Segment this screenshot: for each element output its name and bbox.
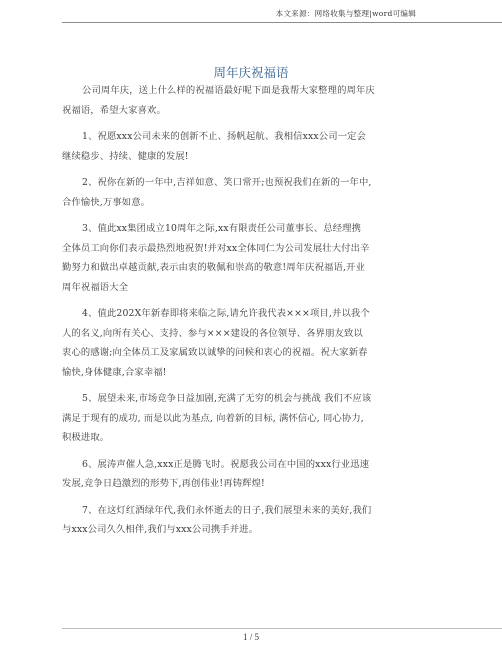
paragraph-line: 合作愉快,万事如意。 — [62, 196, 151, 208]
paragraph-line: 1、祝愿xxx公司未来的创新不止、扬帆起航、我相信xxx公司一定会 — [82, 131, 367, 142]
header-divider — [62, 22, 502, 23]
paragraph-line: 衷心的感谢;向全体员工及家属致以诚挚的问候和衷心的祝福。祝大家新春 — [62, 347, 368, 358]
paragraph-line: 7、在这灯红酒绿年代,我们永怀逝去的日子,我们展望未来的美好,我们 — [82, 504, 372, 516]
paragraph-line: 积极进取。 — [62, 432, 110, 443]
paragraph-line: 与xxx公司久久相伴,我们与xxx公司携手并进。 — [62, 524, 259, 535]
paragraph-line: 4、值此202X年新春即将来临之际,请允许我代表×××项目,并以我个 — [82, 308, 370, 319]
document-title: 周年庆祝福语 — [213, 65, 289, 80]
paragraph — [62, 389, 442, 448]
paragraph-line: 周年祝福语大全 — [62, 281, 129, 293]
paragraph — [62, 127, 442, 166]
paragraph-line: 满足于现有的成功, 而是以此为基点, 向着新的目标, 满怀信心, 同心协力, — [62, 412, 364, 424]
paragraph — [62, 304, 442, 382]
paragraph-line: 祝福语，希望大家喜欢。 — [62, 104, 166, 116]
paragraph-line: 发展,竞争日趋激烈的形势下,再创伟业!再铸辉煌! — [62, 478, 265, 489]
paragraph — [62, 219, 442, 297]
document-body — [62, 81, 442, 547]
header-source-note: 本文来源：网络收集与整理|word可编辑 — [275, 9, 416, 18]
paragraph — [62, 173, 442, 212]
paragraph-line: 愉快,身体健康,合家幸福! — [62, 366, 167, 378]
paragraph-line: 3、值此xx集团成立10周年之际,xx有限责任公司董事长、总经理携 — [82, 223, 362, 234]
paragraph-line: 全体员工向你们表示最热烈地祝贺!并对xx全体同仁为公司发展壮大付出辛 — [62, 242, 370, 254]
paragraph-line: 公司周年庆，送上什么样的祝福语最好呢下面是我帮大家整理的周年庆 — [82, 85, 375, 96]
paragraph-line: 6、展涛声催人急,xxx正是腾飞时。祝愿我公司在中国的xxx行业迅速 — [82, 458, 370, 470]
paragraph — [62, 81, 442, 120]
paragraph — [62, 455, 442, 494]
paragraph-line: 继续稳步、持续、健康的发展! — [62, 150, 189, 162]
paragraph-line: 5、展望未来,市场竞争日益加剧,充满了无穷的机会与挑战 我们不应该 — [82, 393, 372, 404]
paragraph-line: 勤努力和做出卓越贡献,表示由衷的敬佩和崇高的敬意!周年庆祝福语,开业 — [62, 262, 365, 273]
footer-divider — [62, 628, 502, 629]
paragraph-line: 2、祝你在新的一年中,吉祥如意、笑口常开;也预祝我们在新的一年中, — [82, 177, 372, 188]
paragraph-line: 人的名义,向所有关心、支持、参与×××建设的各位领导、各界朋友致以 — [62, 327, 363, 339]
paragraph — [62, 501, 442, 540]
page-number: 1 / 5 — [242, 632, 259, 642]
